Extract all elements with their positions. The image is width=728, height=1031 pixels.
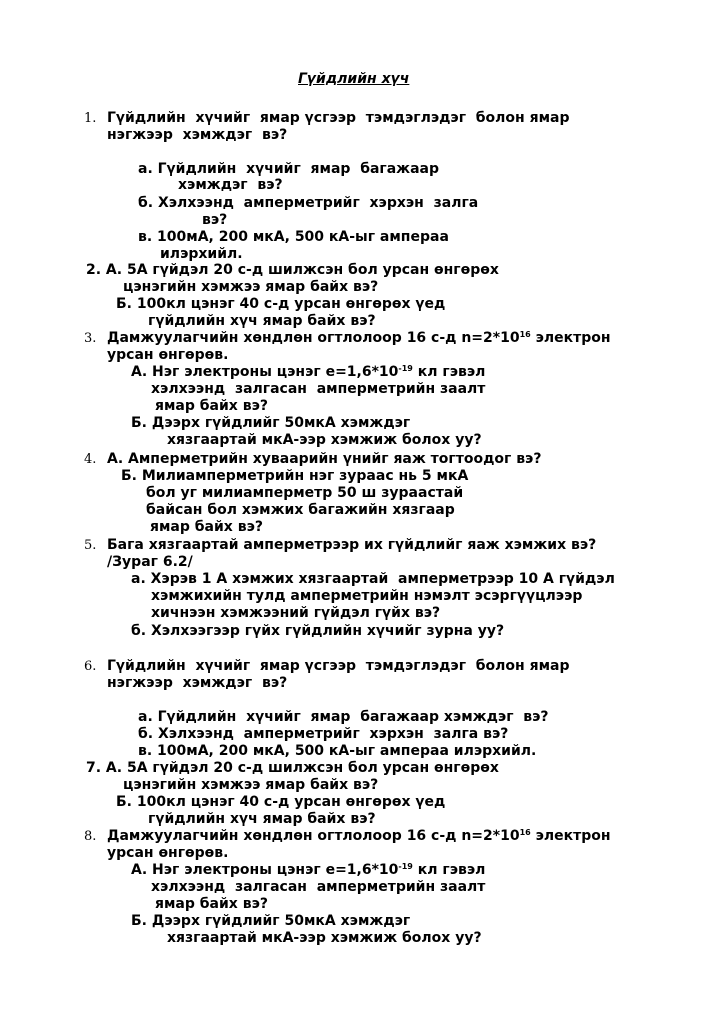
sub-question-b: гүйдлийн хүч ямар байх вэ? — [148, 313, 376, 329]
question-text: 7. А. 5А гүйдэл 20 с-д шилжсэн бол урсан өнгөрөх — [86, 760, 499, 776]
question-text: нэгжээр хэмждэг вэ? — [107, 675, 288, 691]
question-text: А. Амперметрийн хуваарийн үнийг яаж тогтоодог вэ? — [107, 451, 542, 467]
sub-question-b: вэ? — [202, 212, 228, 228]
question-number: 6. — [84, 659, 97, 674]
question-text — [107, 828, 611, 844]
sub-question-a: хичнээн хэмжээний гүйдэл гүйх вэ? — [151, 605, 441, 621]
sub-question-b: б. Хэлхээнд амперметрийг хэрхэн залга вэ? — [138, 726, 509, 742]
sub-question-b: ямар байх вэ? — [150, 519, 263, 535]
sub-question-b: хязгаартай мкА-ээр хэмжиж болох уу? — [167, 432, 482, 448]
sub-question-c: в. 100мА, 200 мкА, 500 кА-ыг ампераа — [138, 229, 449, 245]
sub-question-a: ямар байх вэ? — [155, 896, 268, 912]
sub-question-a: хэмждэг вэ? — [178, 177, 283, 193]
sub-question-c: в. 100мА, 200 мкА, 500 кА-ыг ампераа илэрхийл. — [138, 743, 537, 759]
question-text: Гүйдлийн хүчийг ямар үсгээр тэмдэглэдэг болон ямар — [107, 658, 570, 674]
text-run: А. Нэг электроны цэнэг е=1,6*10 — [131, 364, 399, 380]
question-number: 5. — [84, 538, 97, 553]
sub-question-b: Б. Дээрх гүйдлийг 50мкА хэмждэг — [131, 913, 411, 929]
text-run: электрон — [530, 828, 611, 844]
sub-question-a — [131, 364, 485, 380]
sub-question-b: бол уг милиамперметр 50 ш зураастай — [146, 485, 464, 501]
question-text — [107, 330, 611, 346]
question-text: /Зураг 6.2/ — [107, 554, 193, 570]
sub-question-b: Б. 100кл цэнэг 40 с-д урсан өнгөрөх үед — [116, 296, 446, 312]
exponent: 16 — [519, 330, 531, 339]
sub-question-b: б. Хэлхээгээр гүйх гүйдлийн хүчийг зурна уу? — [131, 623, 505, 639]
exponent: -19 — [398, 862, 413, 871]
question-number: 8. — [84, 829, 97, 844]
sub-question-b: хязгаартай мкА-ээр хэмжиж болох уу? — [167, 930, 482, 946]
sub-question-b: Б. Дээрх гүйдлийг 50мкА хэмждэг — [131, 415, 411, 431]
text-run: Дамжуулагчийн хөндлөн огтлолоор 16 с-д n=2*10 — [107, 330, 520, 346]
sub-question-a — [131, 862, 485, 878]
question-text: цэнэгийн хэмжээ ямар байх вэ? — [123, 777, 379, 793]
text-run: кл гэвэл — [412, 364, 486, 380]
text-run: Дамжуулагчийн хөндлөн огтлолоор 16 с-д n=2*10 — [107, 828, 520, 844]
sub-question-a: а. Хэрэв 1 А хэмжих хязгаартай амперметрээр 10 А гүйдэл — [131, 571, 615, 587]
sub-question-a: а. Гүйдлийн хүчийг ямар багажаар хэмждэг вэ? — [138, 709, 549, 725]
sub-question-a: хэлхээнд залгасан амперметрийн заалт — [151, 879, 486, 895]
sub-question-b: Б. Милиамперметрийн нэг зураас нь 5 мкА — [121, 468, 469, 484]
sub-question-a: ямар байх вэ? — [155, 398, 268, 414]
sub-question-a: хэмжихийн тулд амперметрийн нэмэлт эсэргүүцлээр — [151, 588, 583, 604]
question-text: цэнэгийн хэмжээ ямар байх вэ? — [123, 279, 379, 295]
sub-question-b: Б. 100кл цэнэг 40 с-д урсан өнгөрөх үед — [116, 794, 446, 810]
question-text: урсан өнгөрөв. — [107, 845, 229, 861]
sub-question-c: илэрхийл. — [160, 246, 243, 262]
exponent: -19 — [398, 364, 413, 373]
question-text: Бага хязгаартай амперметрээр их гүйдлийг яаж хэмжих вэ? — [107, 537, 597, 553]
sub-question-b: байсан бол хэмжих багажийн хязгаар — [146, 502, 455, 518]
exponent: 16 — [519, 828, 531, 837]
question-text: урсан өнгөрөв. — [107, 347, 229, 363]
question-text: Гүйдлийн хүчийг ямар үсгээр тэмдэглэдэг болон ямар — [107, 110, 570, 126]
question-number: 3. — [84, 331, 97, 346]
question-number: 1. — [84, 111, 97, 126]
sub-question-b: гүйдлийн хүч ямар байх вэ? — [148, 811, 376, 827]
question-number: 4. — [84, 452, 97, 467]
sub-question-a: а. Гүйдлийн хүчийг ямар багажаар — [138, 161, 440, 177]
text-run: А. Нэг электроны цэнэг е=1,6*10 — [131, 862, 399, 878]
question-text: 2. А. 5А гүйдэл 20 с-д шилжсэн бол урсан өнгөрөх — [86, 262, 499, 278]
text-run: кл гэвэл — [412, 862, 486, 878]
text-run: электрон — [530, 330, 611, 346]
question-text: нэгжээр хэмждэг вэ? — [107, 127, 288, 143]
sub-question-a: хэлхээнд залгасан амперметрийн заалт — [151, 381, 486, 397]
sub-question-b: б. Хэлхээнд амперметрийг хэрхэн залга — [138, 195, 479, 211]
page-title: Гүйдлийн хүч — [298, 71, 410, 87]
